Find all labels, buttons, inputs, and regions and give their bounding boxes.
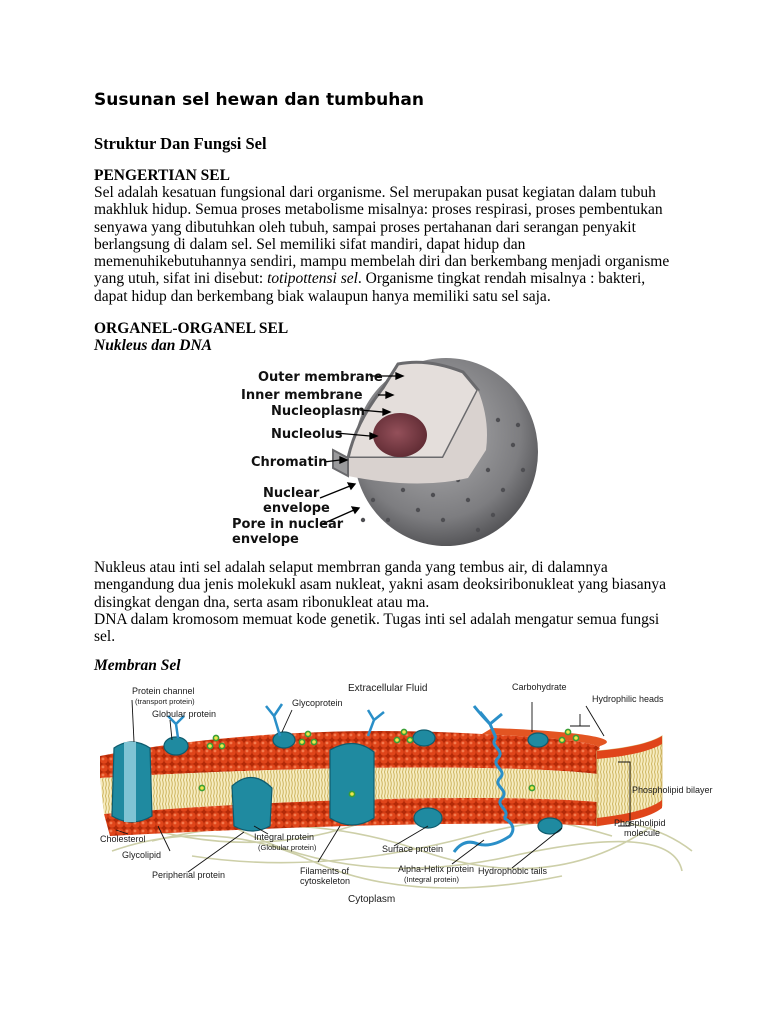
label-glycoprotein: Glycoprotein: [292, 698, 343, 708]
label-outer-membrane: Outer membrane: [258, 370, 383, 385]
pengertian-paragraph: Sel adalah kesatuan fungsional dari organisme. Sel merupakan pusat kegiatan dalam tubuh makhluk hidup. Semua proses metabolisme misalnya: proses respirasi, proses pembentukan senyawa yang dibutuhkan oleh tubuh, sampai proses pertahanan dari serangan penyakit berlangsung di dalam sel. Sel memiliki sifat mandiri, dapat hidup dan memenuhikebutuhannya sendiri, mampu membelah diri dan berkembang menjadi organisme yang utuh, sifat ini disebut: totipottensi sel. Organisme tingkat rendah misalnya : bakteri, dapat hidup dan berkembang biak walaupun hanya memiliki satu sel saja.: [94, 184, 670, 305]
label-pore-envelope: envelope: [232, 532, 299, 547]
label-integral-protein: Integral protein: [254, 832, 315, 842]
label-alpha-helix-protein: Alpha-Helix protein: [398, 864, 475, 874]
label-globular-protein: Globular protein: [152, 709, 217, 719]
cell-membrane-diagram: [92, 676, 716, 906]
label-inner-membrane: Inner membrane: [241, 388, 363, 403]
label-cholesterol: Cholesterol: [100, 834, 146, 844]
membran-subtitle: Membran Sel: [94, 657, 181, 674]
section-title: Struktur Dan Fungsi Sel: [94, 134, 267, 153]
label-nuclear: Nuclear: [263, 486, 320, 501]
nukleus-subtitle: Nukleus dan DNA: [94, 337, 212, 354]
label-alpha-integral: (Integral protein): [404, 875, 460, 884]
label-peripherial-protein: Peripherial protein: [152, 870, 226, 880]
organel-heading: ORGANEL-ORGANEL SEL: [94, 320, 289, 337]
label-cytoskeleton: cytoskeleton: [300, 876, 351, 886]
label-chromatin: Chromatin: [251, 455, 328, 470]
label-protein-channel: Protein channel: [132, 686, 195, 696]
nukleus-paragraph: Nukleus atau inti sel adalah selaput membrran ganda yang tembus air, di dalamnya mengandung dua jenis molekukl asam nukleat, yakni asam deoksiribonukleat yang biasanya disingkat dengan dna, serta asam ribonukleat atau ma. DNA dalam kromosom memuat kode genetik. Tugas inti sel adalah mengatur semua fungsi sel.: [94, 559, 667, 646]
label-envelope: envelope: [263, 501, 330, 516]
label-nucleolus: Nucleolus: [271, 427, 343, 442]
page-title: Susunan sel hewan dan tumbuhan: [94, 90, 424, 110]
label-pore: Pore in nuclear: [232, 517, 344, 532]
label-integral-globular: (Globular protein): [258, 843, 317, 852]
label-filaments: Filaments of: [300, 866, 350, 876]
label-hydrophobic-tails: Hydrophobic tails: [478, 866, 548, 876]
label-surface-protein: Surface protein: [382, 844, 444, 854]
pengertian-heading: PENGERTIAN SEL: [94, 167, 230, 184]
nucleus-sphere: [333, 358, 538, 546]
label-glycolipid: Glycolipid: [122, 850, 162, 860]
label-phospholipid-bilayer: Phospholipid bilayer: [632, 785, 713, 795]
label-phospholipid-molecule: Phospholipid: [614, 818, 666, 828]
label-phospholipid-molecule-2: molecule: [624, 828, 661, 838]
label-cytoplasm: Cytoplasm: [348, 894, 396, 905]
label-nucleoplasm: Nucleoplasm: [271, 404, 365, 419]
label-transport-protein: (transport protein): [135, 697, 195, 706]
label-carbohydrate: Carbohydrate: [512, 682, 567, 692]
nucleus-diagram: [228, 350, 544, 550]
label-hydrophilic-heads: Hydrophilic heads: [592, 694, 664, 704]
label-extracellular-fluid: Extracellular Fluid: [348, 683, 428, 694]
